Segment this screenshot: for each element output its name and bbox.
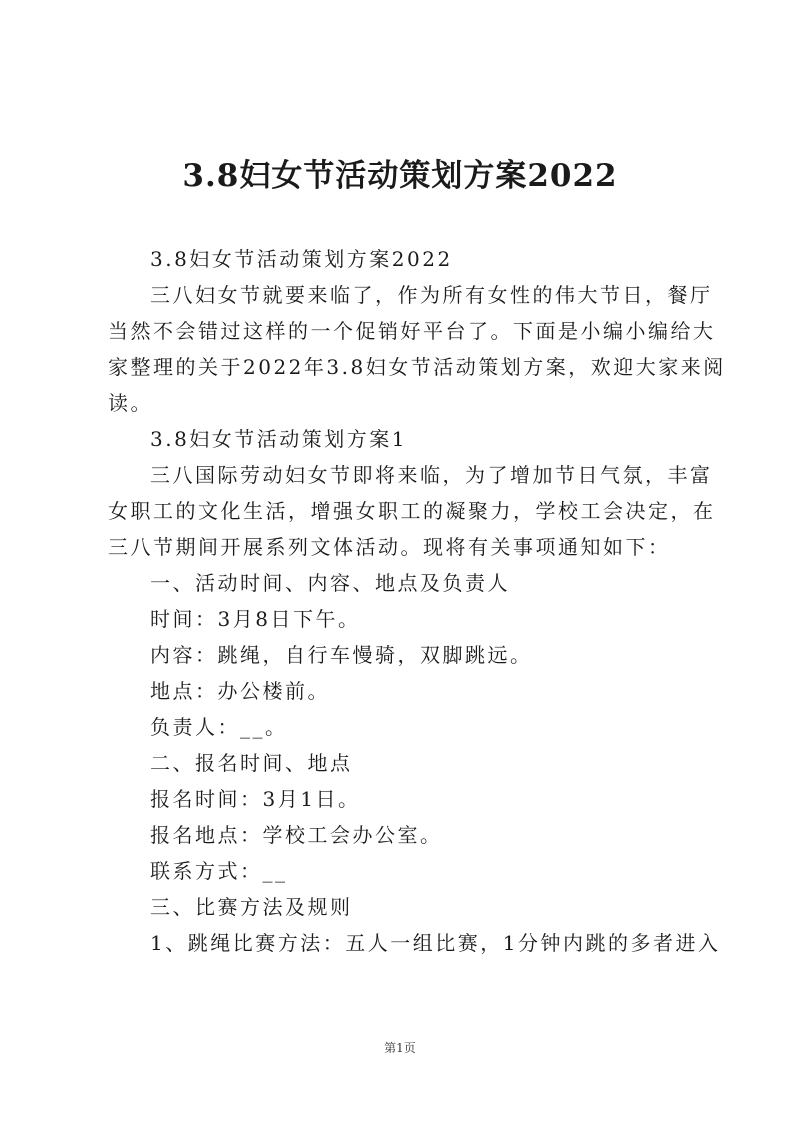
text-line: 报名地点：学校工会办公室。 bbox=[150, 823, 443, 847]
text-line: 时间：3月8日下午。 bbox=[150, 607, 361, 631]
paragraph bbox=[108, 709, 698, 745]
paragraph bbox=[108, 277, 726, 421]
paragraph bbox=[108, 781, 698, 817]
paragraph bbox=[108, 817, 698, 853]
text-line: 家整理的关于2022年3.8妇女节活动策划方案，欢迎大家来阅 bbox=[108, 355, 726, 379]
text-line: 二、报名时间、地点 bbox=[150, 751, 353, 775]
text-line: 女职工的文化生活，增强女职工的凝聚力，学校工会决定，在 bbox=[108, 499, 716, 523]
page-title: 3.8妇女节活动策划方案2022 bbox=[182, 158, 618, 194]
paragraph bbox=[108, 853, 698, 889]
paragraph bbox=[108, 745, 698, 781]
text-line: 1、跳绳比赛方法：五人一组比赛，1分钟内跳的多者进入 bbox=[150, 931, 721, 955]
text-line: 三八节期间开展系列文体活动。现将有关事项通知如下： bbox=[108, 535, 671, 559]
paragraph bbox=[108, 601, 698, 637]
paragraph bbox=[108, 673, 698, 709]
paragraph bbox=[108, 241, 698, 277]
paragraph bbox=[108, 457, 716, 565]
document-body bbox=[108, 241, 726, 961]
text-line: 读。 bbox=[108, 391, 153, 415]
paragraph bbox=[108, 565, 698, 601]
text-line: 三、比赛方法及规则 bbox=[150, 895, 353, 919]
text-line: 3.8妇女节活动策划方案2022 bbox=[150, 247, 453, 271]
paragraph bbox=[108, 637, 698, 673]
text-line: 报名时间：3月1日。 bbox=[150, 787, 361, 811]
text-line: 一、活动时间、内容、地点及负责人 bbox=[150, 571, 510, 595]
paragraph bbox=[108, 421, 698, 457]
text-line: 3.8妇女节活动策划方案1 bbox=[150, 427, 408, 451]
text-line: 联系方式：__ bbox=[150, 859, 288, 883]
text-line: 负责人：__。 bbox=[150, 715, 288, 739]
text-line: 三八妇女节就要来临了，作为所有女性的伟大节日，餐厅 bbox=[150, 283, 713, 307]
text-line: 当然不会错过这样的一个促销好平台了。下面是小编小编给大 bbox=[108, 319, 716, 343]
text-line: 三八国际劳动妇女节即将来临，为了增加节日气氛，丰富 bbox=[150, 463, 713, 487]
page-number: 第1页 bbox=[384, 1041, 416, 1055]
paragraph bbox=[108, 889, 698, 925]
text-line: 地点：办公楼前。 bbox=[150, 679, 330, 703]
text-line: 内容：跳绳，自行车慢骑，双脚跳远。 bbox=[150, 643, 533, 667]
paragraph bbox=[108, 925, 721, 961]
